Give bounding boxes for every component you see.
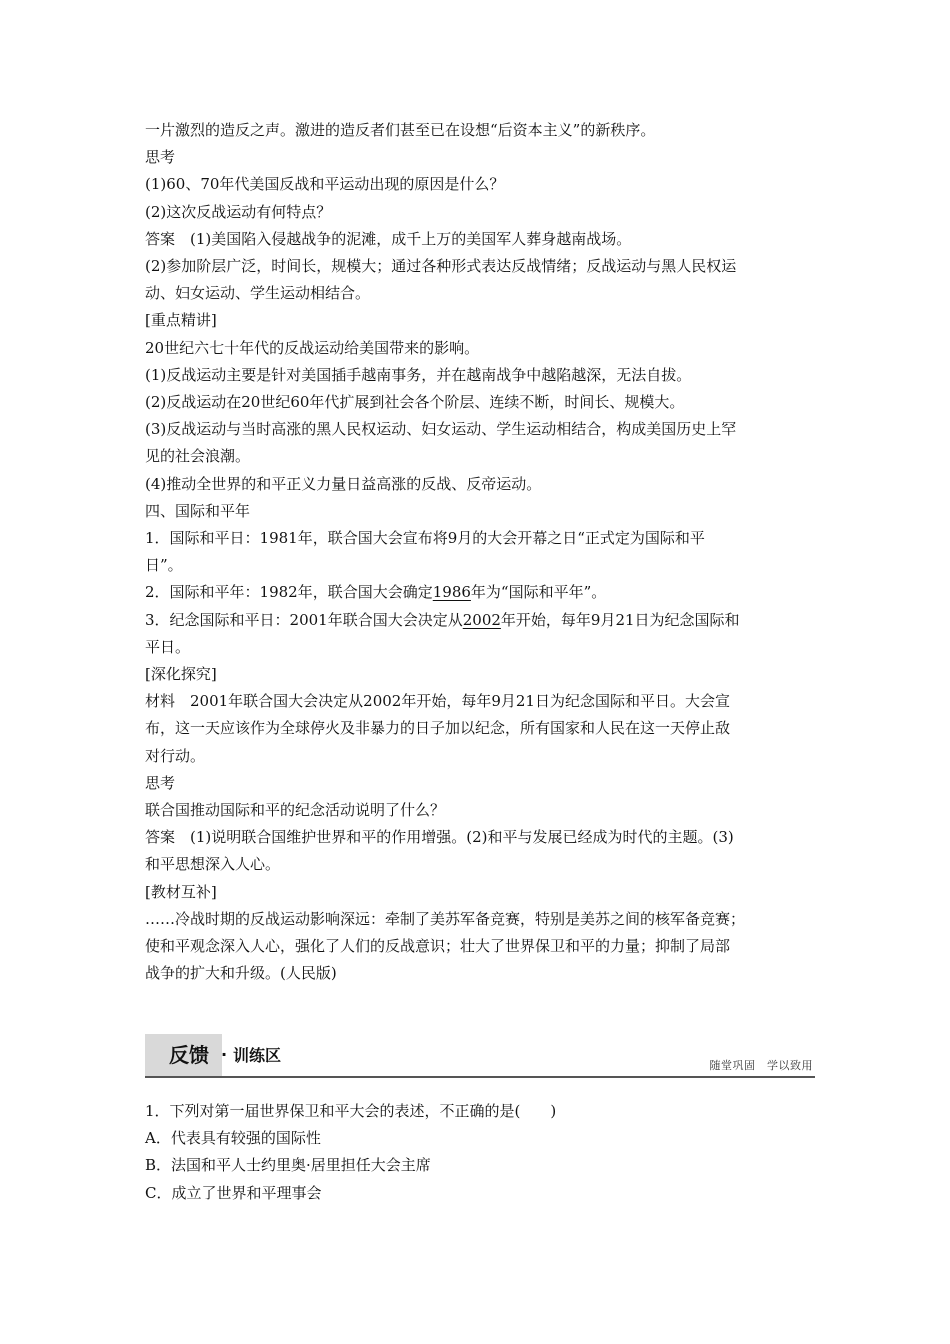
section-label-key-points: [重点精讲] <box>145 311 217 330</box>
section-label-explore: [深化探究] <box>145 665 217 684</box>
text-line: (2)反战运动在20世纪60年代扩展到社会各个阶层、连续不断，时间长、规模大。 <box>145 393 685 412</box>
section-label-textbook: [教材互补] <box>145 882 217 901</box>
answer-line: 和平思想深入人心。 <box>145 855 281 874</box>
text-line: (4)推动全世界的和平正义力量日益高涨的反战、反帝运动。 <box>145 474 542 493</box>
text-line <box>145 579 815 606</box>
text-line: (3)反战运动与当时高涨的黑人民权运动、妇女运动、学生运动相结合，构成美国历史上罕 <box>145 420 737 439</box>
feedback-banner <box>145 1034 815 1078</box>
quiz-option-b: B．法国和平人士约里奥·居里担任大会主席 <box>145 1156 431 1175</box>
text-line: 一片激烈的造反之声。激进的造反者们甚至已在设想“后资本主义”的新秩序。 <box>145 121 656 139</box>
quiz-question: 1．下列对第一届世界保卫和平大会的表述，不正确的是( ) <box>145 1102 557 1120</box>
text-span: 3．纪念国际和平日：2001年联合国大会决定从 <box>145 610 463 629</box>
text-line <box>145 607 815 634</box>
text-line: 日”。 <box>145 556 183 575</box>
text-span: 年为“国际和平年”。 <box>470 583 607 602</box>
section-label-think: 思考 <box>145 148 176 167</box>
material-line: 布，这一天应该作为全球停火及非暴力的日子加以纪念，所有国家和人民在这一天停止敌 <box>145 719 731 738</box>
underlined-year: 1986 <box>432 583 471 602</box>
answer-line: (2)参加阶层广泛，时间长，规模大；通过各种形式表达反战情绪；反战运动与黑人民权运 <box>145 257 737 276</box>
quiz-option-a: A．代表具有较强的国际性 <box>145 1129 321 1148</box>
text-line: 使和平观念深入人心，强化了人们的反战意识；壮大了世界保卫和平的力量；抑制了局部 <box>145 937 731 956</box>
text-line: 20世纪六七十年代的反战运动给美国带来的影响。 <box>145 338 480 357</box>
answer-line: 答案 (1)美国陷入侵越战争的泥滩，成千上万的美国军人葬身越南战场。 <box>145 229 632 248</box>
material-line: 材料 2001年联合国大会决定从2002年开始，每年9月21日为纪念国际和平日。大会宣 <box>145 692 730 711</box>
material-line: 对行动。 <box>145 746 206 765</box>
banner-dot: · <box>221 1045 228 1064</box>
text-line: 平日。 <box>145 637 191 656</box>
answer-line: 答案 (1)说明联合国维护世界和平的作用增强。(2)和平与发展已经成为时代的主题。(3) <box>145 828 734 847</box>
banner-subtitle: 训练区 <box>233 1046 282 1065</box>
underlined-year: 2002 <box>462 610 501 629</box>
question-line: (1)60、70年代美国反战和平运动出现的原因是什么？ <box>145 175 505 194</box>
text-line: 1．国际和平日：1981年，联合国大会宣布将9月的大会开幕之日“正式定为国际和平 <box>145 529 705 548</box>
banner-title: 反馈 <box>169 1043 209 1067</box>
question-line: (2)这次反战运动有何特点？ <box>145 202 332 221</box>
section-label-think: 思考 <box>145 773 176 792</box>
quiz-section <box>145 1098 815 1207</box>
question-line: 联合国推动国际和平的纪念活动说明了什么？ <box>145 801 446 820</box>
section-heading: 四、国际和平年 <box>145 501 251 520</box>
text-span: 2．国际和平年：1982年，联合国大会确定 <box>145 583 433 602</box>
text-line: 见的社会浪潮。 <box>145 447 251 466</box>
text-line: 战争的扩大和升级。(人民版) <box>145 964 337 983</box>
quiz-option-c: C．成立了世界和平理事会 <box>145 1183 322 1202</box>
text-span: 年开始，每年9月21日为纪念国际和 <box>500 610 740 629</box>
banner-divider <box>145 1076 815 1078</box>
text-line: (1)反战运动主要是针对美国插手越南事务，并在越南战争中越陷越深，无法自拔。 <box>145 365 692 384</box>
banner-tagline: 随堂巩固 学以致用 <box>709 1059 813 1072</box>
text-line: ……冷战时期的反战运动影响深远：牵制了美苏军备竞赛，特别是美苏之间的核军备竞赛； <box>145 909 746 928</box>
answer-line: 动、妇女运动、学生运动相结合。 <box>145 284 371 303</box>
document-body <box>145 117 815 988</box>
